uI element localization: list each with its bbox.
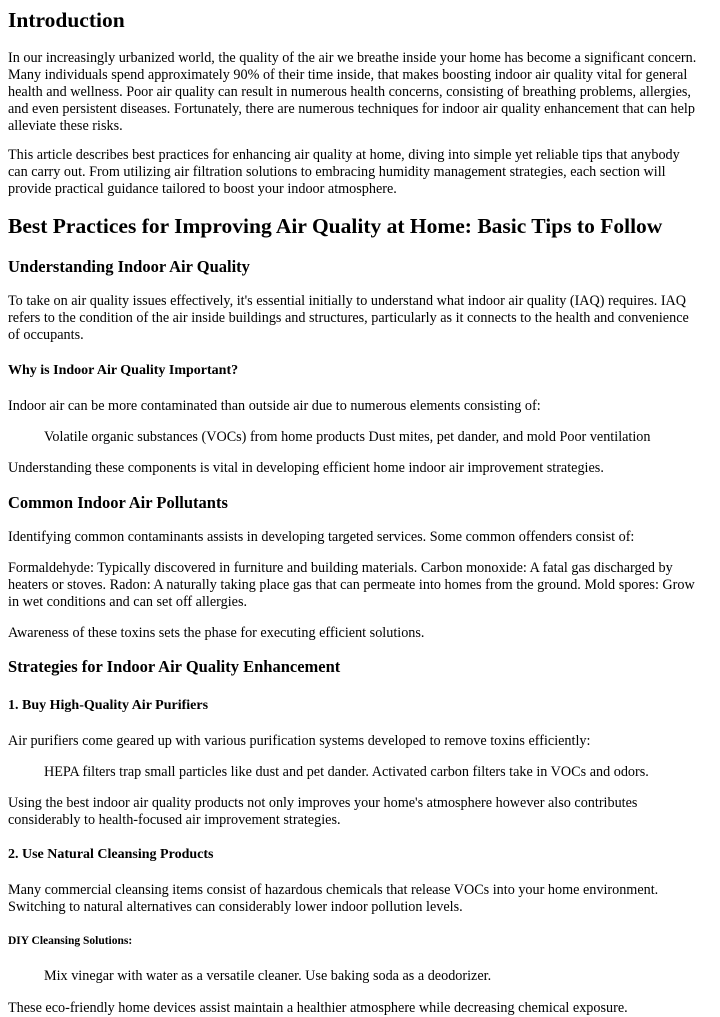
text-line: alleviate these risks. <box>8 118 123 134</box>
text-line: Understanding these components is vital in developing efficient home indoor air improvement strategies. <box>8 460 604 476</box>
text-line: This article describes best practices for enhancing air quality at home, diving into simple yet reliable tips that anybody <box>8 147 680 163</box>
text-line: These eco-friendly home devices assist maintain a healthier atmosphere while decreasing chemical exposure. <box>8 1000 628 1016</box>
text-line: To take on air quality issues effectively, it's essential initially to understand what indoor air quality (IAQ) requires. IAQ <box>8 293 687 309</box>
air-purifiers-paragraph-1 <box>8 733 720 750</box>
text-line: refers to the condition of the air inside buildings and structures, particularly as it connects to the health and convenience <box>8 310 689 326</box>
main-heading: Best Practices for Improving Air Quality at Home: Basic Tips to Follow <box>8 214 663 238</box>
text-line: In our increasingly urbanized world, the quality of the air we breathe inside your home has become a significant concern. <box>8 50 697 66</box>
text-line: health and wellness. Poor air quality can result in numerous health concerns, consisting of breathing problems, allergies, <box>8 84 691 100</box>
why-paragraph-2 <box>8 460 720 477</box>
pollutants-paragraph-3 <box>8 625 720 642</box>
text-line: Identifying common contaminants assists in developing targeted services. Some common offenders consist of: <box>8 529 635 545</box>
air-purifiers-list: HEPA filters trap small particles like dust and pet dander. Activated carbon filters take in VOCs and odors. <box>44 764 649 780</box>
text-line: in wet conditions and can set off allergies. <box>8 594 248 610</box>
closing-paragraph <box>8 1000 720 1017</box>
text-line: Many commercial cleansing items consist of hazardous chemicals that release VOCs into your home environment. <box>8 882 659 898</box>
diy-heading: DIY Cleansing Solutions: <box>8 935 133 947</box>
pollutants-paragraph-2 <box>8 560 720 611</box>
strategies-heading: Strategies for Indoor Air Quality Enhancement <box>8 657 341 676</box>
intro-paragraph-2 <box>8 147 720 198</box>
intro-heading: Introduction <box>8 8 125 32</box>
why-paragraph-1 <box>8 398 720 415</box>
text-line: Formaldehyde: Typically discovered in furniture and building materials. Carbon monoxide: A fatal gas discharged by <box>8 560 673 576</box>
natural-cleansing-paragraph <box>8 882 720 916</box>
text-line: heaters or stoves. Radon: A naturally taking place gas that can permeate into homes from the ground. Mold spores: Grow <box>8 577 695 593</box>
diy-list: Mix vinegar with water as a versatile cleaner. Use baking soda as a deodorizer. <box>44 968 492 984</box>
text-line: Many individuals spend approximately 90% of their time inside, that makes boosting indoor air quality vital for general <box>8 67 688 83</box>
text-line: Indoor air can be more contaminated than outside air due to numerous elements consisting of: <box>8 398 541 414</box>
text-line: considerably to health-focused air improvement strategies. <box>8 812 341 828</box>
natural-cleansing-heading: 2. Use Natural Cleansing Products <box>8 847 214 862</box>
pollutants-paragraph-1 <box>8 529 720 546</box>
text-line: provide practical guidance tailored to boost your indoor atmosphere. <box>8 181 397 197</box>
text-line: of occupants. <box>8 327 84 343</box>
intro-paragraph-1 <box>8 50 720 135</box>
text-line: Using the best indoor air quality products not only improves your home's atmosphere however also contributes <box>8 795 638 811</box>
pollutants-heading: Common Indoor Air Pollutants <box>8 493 228 512</box>
text-line: and even persistent diseases. Fortunately, there are numerous techniques for indoor air quality enhancement that can help <box>8 101 695 117</box>
understanding-paragraph <box>8 293 720 344</box>
why-heading: Why is Indoor Air Quality Important? <box>8 363 239 378</box>
text-line: Switching to natural alternatives can considerably lower indoor pollution levels. <box>8 899 463 915</box>
air-purifiers-paragraph-2 <box>8 795 720 829</box>
air-purifiers-heading: 1. Buy High-Quality Air Purifiers <box>8 698 209 713</box>
understanding-heading: Understanding Indoor Air Quality <box>8 257 250 276</box>
text-line: can carry out. From utilizing air filtration solutions to embracing humidity management strategies, each section will <box>8 164 666 180</box>
text-line: Awareness of these toxins sets the phase for executing efficient solutions. <box>8 625 425 641</box>
text-line: Air purifiers come geared up with various purification systems developed to remove toxins efficiently: <box>8 733 591 749</box>
why-list: Volatile organic substances (VOCs) from home products Dust mites, pet dander, and mold Poor ventilation <box>44 429 651 445</box>
